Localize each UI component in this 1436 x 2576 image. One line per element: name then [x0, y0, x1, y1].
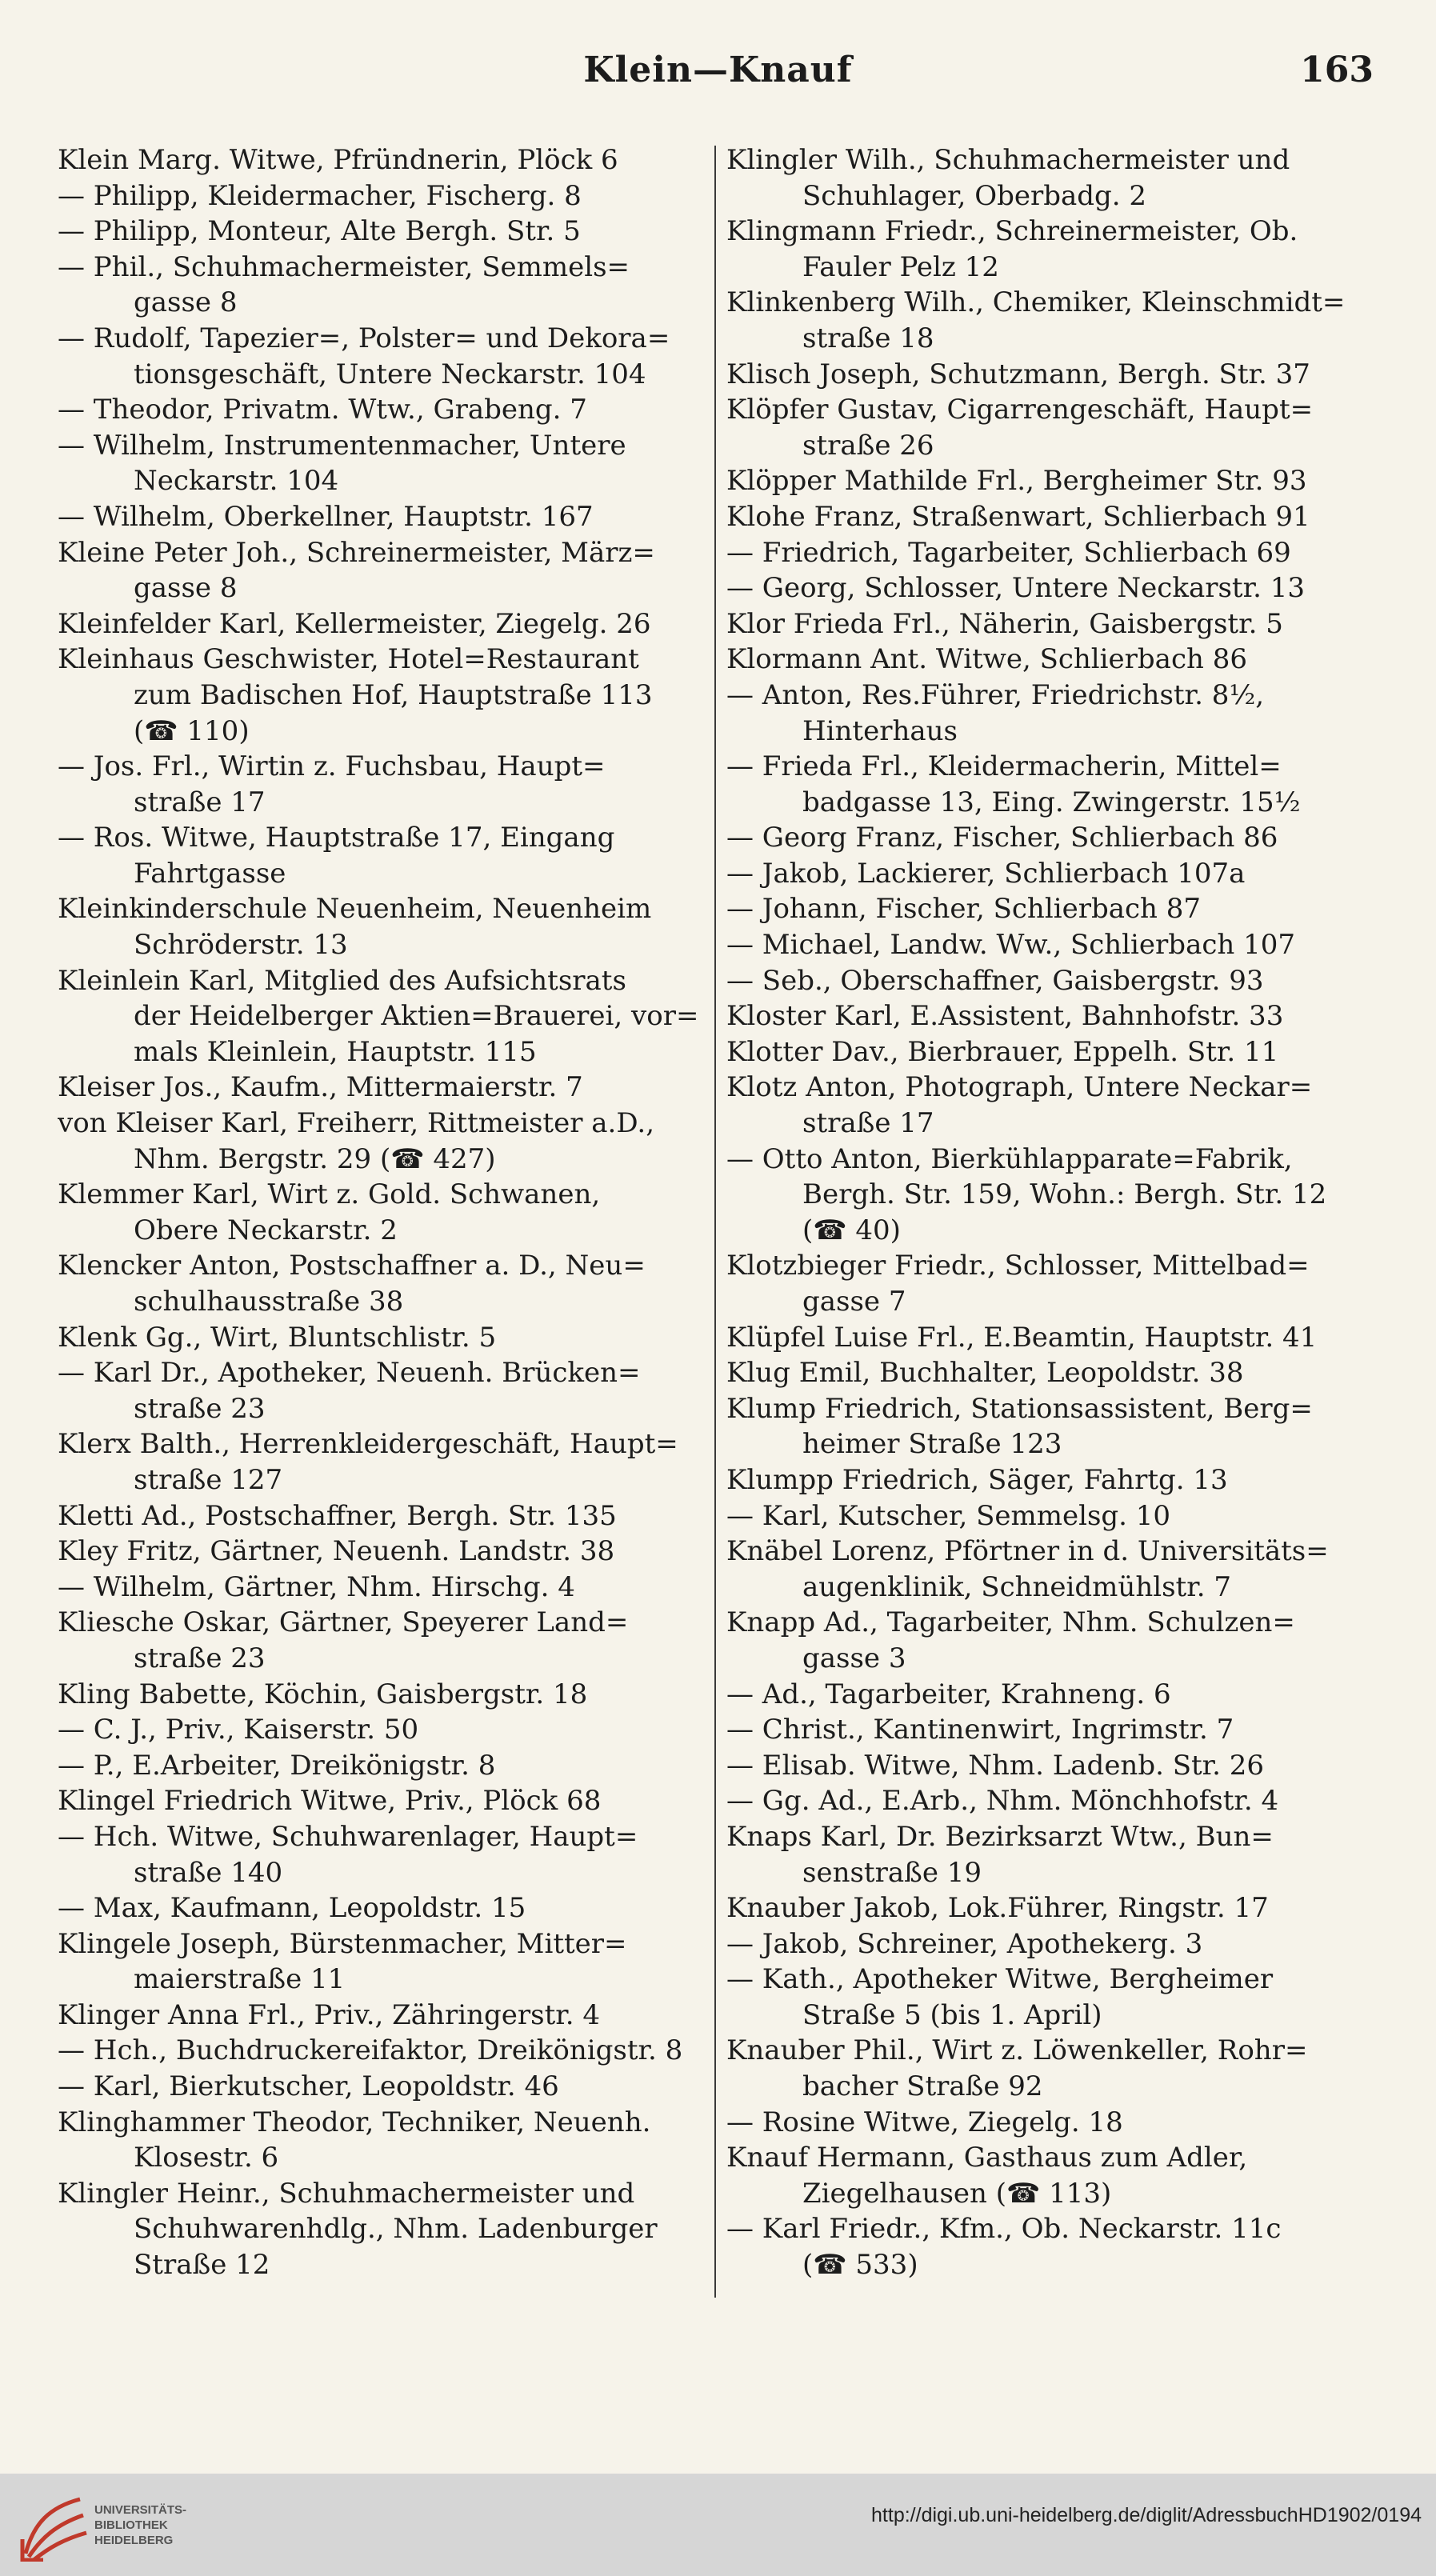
directory-entry-line: — Michael, Landw. Ww., Schlierbach 107: [726, 929, 1295, 962]
entry-continuation-line: Straße 5 (bis 1. April): [802, 1998, 1102, 2031]
directory-entry-line: Knäbel Lorenz, Pförtner in d. Universitäts=: [726, 1535, 1329, 1568]
entry-continuation-line: Ziegelhausen (☎ 113): [802, 2177, 1112, 2210]
directory-entry-line: Kloster Karl, E.Assistent, Bahnhofstr. 33: [726, 1000, 1284, 1033]
directory-entry-line: — Seb., Oberschaffner, Gaisbergstr. 93: [726, 964, 1264, 997]
entry-continuation-line: (☎ 533): [802, 2249, 918, 2282]
entry-continuation-line: Straße 12: [134, 2249, 270, 2282]
directory-entry-line: Knauber Jakob, Lok.Führer, Ringstr. 17: [726, 1892, 1269, 1925]
directory-entry-line: — P., E.Arbeiter, Dreikönigstr. 8: [58, 1749, 496, 1782]
entry-continuation-line: gasse 8: [134, 572, 238, 605]
directory-entry-line: — Frieda Frl., Kleidermacherin, Mittel=: [726, 750, 1282, 783]
directory-entry-line: — Christ., Kantinenwirt, Ingrimstr. 7: [726, 1714, 1234, 1746]
library-line-1: UNIVERSITÄTS-: [94, 2503, 187, 2517]
directory-entry-line: — Elisab. Witwe, Nhm. Ladenb. Str. 26: [726, 1749, 1265, 1782]
permalink-url[interactable]: http://digi.ub.uni-heidelberg.de/diglit/AdressbuchHD1902/0194: [871, 2504, 1422, 2526]
entry-continuation-line: straße 23: [134, 1392, 266, 1425]
directory-entry-line: Klingele Joseph, Bürstenmacher, Mitter=: [58, 1927, 627, 1960]
directory-entry-line: Kleinlein Karl, Mitglied des Aufsichtsrats: [58, 964, 626, 997]
directory-entry-line: — Philipp, Kleidermacher, Fischerg. 8: [58, 179, 582, 212]
university-seal-icon: [18, 2491, 88, 2562]
directory-entry-line: Klinghammer Theodor, Techniker, Neuenh.: [58, 2106, 651, 2138]
entry-continuation-line: Neckarstr. 104: [134, 465, 339, 498]
directory-entry-line: — Hch. Witwe, Schuhwarenlager, Haupt=: [58, 1820, 638, 1853]
directory-entry-line: — Phil., Schuhmachermeister, Semmels=: [58, 250, 630, 283]
directory-entry-line: — Jos. Frl., Wirtin z. Fuchsbau, Haupt=: [58, 750, 606, 783]
directory-entry-line: Klingmann Friedr., Schreinermeister, Ob.: [726, 215, 1298, 248]
directory-entry-line: — Wilhelm, Gärtner, Nhm. Hirschg. 4: [58, 1570, 575, 1603]
entry-continuation-line: badgasse 13, Eing. Zwingerstr. 15½: [802, 786, 1301, 818]
directory-entry-line: Klotter Dav., Bierbrauer, Eppelh. Str. 11: [726, 1035, 1279, 1068]
directory-entry-line: — Gg. Ad., E.Arb., Nhm. Mönchhofstr. 4: [726, 1785, 1279, 1818]
directory-entry-line: Klingler Heinr., Schuhmachermeister und: [58, 2177, 635, 2210]
entry-continuation-line: tionsgeschäft, Untere Neckarstr. 104: [134, 358, 646, 390]
entry-continuation-line: straße 140: [134, 1856, 283, 1889]
directory-entry-line: Klein Marg. Witwe, Pfründnerin, Plöck 6: [58, 144, 618, 176]
directory-entry-line: — Johann, Fischer, Schlierbach 87: [726, 893, 1201, 926]
entry-continuation-line: mals Kleinlein, Hauptstr. 115: [134, 1035, 537, 1068]
directory-entry-line: Klisch Joseph, Schutzmann, Bergh. Str. 37: [726, 358, 1310, 390]
directory-entry-line: Kleinhaus Geschwister, Hotel=Restaurant: [58, 643, 639, 676]
directory-entry-line: Kliesche Oskar, Gärtner, Speyerer Land=: [58, 1606, 629, 1639]
right-column: [726, 142, 1374, 2283]
directory-entry-line: Klor Frieda Frl., Näherin, Gaisbergstr. 5: [726, 607, 1283, 640]
directory-entry-line: Klotz Anton, Photograph, Untere Neckar=: [726, 1071, 1313, 1104]
directory-entry-line: — Jakob, Schreiner, Apothekerg. 3: [726, 1927, 1203, 1960]
directory-entry-line: — Wilhelm, Oberkellner, Hauptstr. 167: [58, 500, 594, 533]
directory-entry-line: — C. J., Priv., Kaiserstr. 50: [58, 1714, 419, 1746]
entry-continuation-line: Klosestr. 6: [134, 2142, 279, 2174]
directory-entry-line: Knapp Ad., Tagarbeiter, Nhm. Schulzen=: [726, 1606, 1295, 1639]
entry-continuation-line: Schuhwarenhdlg., Nhm. Ladenburger: [134, 2213, 658, 2246]
directory-entry-line: — Anton, Res.Führer, Friedrichstr. 8½,: [726, 678, 1265, 711]
entry-continuation-line: gasse 3: [802, 1642, 906, 1674]
directory-entry-line: Knauf Hermann, Gasthaus zum Adler,: [726, 2142, 1248, 2174]
entry-continuation-line: senstraße 19: [802, 1856, 982, 1889]
directory-entry-line: — Friedrich, Tagarbeiter, Schlierbach 69: [726, 536, 1291, 569]
directory-entry-line: Klump Friedrich, Stationsassistent, Berg=: [726, 1392, 1313, 1425]
directory-entry-line: Klumpp Friedrich, Säger, Fahrtg. 13: [726, 1463, 1228, 1496]
directory-entry-line: Klerx Balth., Herrenkleidergeschäft, Haupt=: [58, 1428, 678, 1461]
entry-continuation-line: (☎ 110): [134, 714, 250, 747]
directory-entry-line: Kleine Peter Joh., Schreinermeister, März=: [58, 536, 655, 569]
directory-entry-line: Kleinfelder Karl, Kellermeister, Ziegelg. 26: [58, 607, 651, 640]
directory-entry-line: Klöpfer Gustav, Cigarrengeschäft, Haupt=: [726, 394, 1314, 426]
entry-continuation-line: straße 23: [134, 1642, 266, 1674]
entry-continuation-line: straße 17: [802, 1107, 934, 1140]
directory-entry-line: Klingel Friedrich Witwe, Priv., Plöck 68: [58, 1785, 602, 1818]
entry-continuation-line: der Heidelberger Aktien=Brauerei, vor=: [134, 1000, 699, 1033]
directory-entry-line: — Hch., Buchdruckereifaktor, Dreikönigstr. 8: [58, 2034, 683, 2067]
directory-entry-line: von Kleiser Karl, Freiherr, Rittmeister a.D.,: [58, 1107, 655, 1140]
directory-entry-line: Klinkenberg Wilh., Chemiker, Kleinschmidt=: [726, 286, 1346, 319]
directory-entry-line: — Ros. Witwe, Hauptstraße 17, Eingang: [58, 822, 615, 854]
directory-entry-line: Kleiser Jos., Kaufm., Mittermaierstr. 7: [58, 1071, 583, 1104]
entry-continuation-line: Nhm. Bergstr. 29 (☎ 427): [134, 1142, 496, 1175]
entry-continuation-line: zum Badischen Hof, Hauptstraße 113: [134, 678, 653, 711]
directory-entry-line: — Otto Anton, Bierkühlapparate=Fabrik,: [726, 1142, 1293, 1175]
directory-entry-line: Klüpfel Luise Frl., E.Beamtin, Hauptstr. 41: [726, 1321, 1318, 1354]
entry-continuation-line: schulhausstraße 38: [134, 1286, 404, 1318]
directory-entry-line: — Karl, Bierkutscher, Leopoldstr. 46: [58, 2070, 559, 2103]
directory-entry-line: Klenk Gg., Wirt, Bluntschlistr. 5: [58, 1321, 497, 1354]
entry-continuation-line: straße 127: [134, 1463, 283, 1496]
entry-continuation-line: Obere Neckarstr. 2: [134, 1214, 398, 1246]
library-name: [94, 2502, 186, 2548]
entry-continuation-line: bacher Straße 92: [802, 2070, 1043, 2103]
directory-entry-line: Kling Babette, Köchin, Gaisbergstr. 18: [58, 1678, 588, 1710]
column-divider: [714, 146, 716, 2298]
entry-continuation-line: heimer Straße 123: [802, 1428, 1062, 1461]
directory-entry-line: Klormann Ant. Witwe, Schlierbach 86: [726, 643, 1247, 676]
directory-entry-line: — Max, Kaufmann, Leopoldstr. 15: [58, 1892, 526, 1925]
directory-entry-line: — Jakob, Lackierer, Schlierbach 107a: [726, 857, 1246, 890]
directory-entry-line: Klug Emil, Buchhalter, Leopoldstr. 38: [726, 1357, 1244, 1390]
directory-entry-line: Klemmer Karl, Wirt z. Gold. Schwanen,: [58, 1178, 601, 1211]
directory-entry-line: — Ad., Tagarbeiter, Krahneng. 6: [726, 1678, 1171, 1710]
entry-continuation-line: gasse 8: [134, 286, 238, 319]
directory-entry-line: — Kath., Apotheker Witwe, Bergheimer: [726, 1963, 1274, 1996]
directory-entry-line: — Karl Dr., Apotheker, Neuenh. Brücken=: [58, 1357, 641, 1390]
directory-entry-line: Klinger Anna Frl., Priv., Zähringerstr. 4: [58, 1998, 600, 2031]
entry-continuation-line: (☎ 40): [802, 1214, 901, 1246]
directory-entry-line: Kley Fritz, Gärtner, Neuenh. Landstr. 38: [58, 1535, 615, 1568]
directory-entry-line: Klöpper Mathilde Frl., Bergheimer Str. 93: [726, 465, 1307, 498]
entry-continuation-line: Hinterhaus: [802, 714, 958, 747]
directory-entry-line: Knaps Karl, Dr. Bezirksarzt Wtw., Bun=: [726, 1820, 1274, 1853]
directory-entry-line: — Georg Franz, Fischer, Schlierbach 86: [726, 822, 1278, 854]
library-line-3: HEIDELBERG: [94, 2534, 174, 2547]
entry-continuation-line: gasse 7: [802, 1286, 906, 1318]
entry-continuation-line: straße 18: [802, 322, 934, 354]
directory-entry-line: Klencker Anton, Postschaffner a. D., Neu=: [58, 1250, 646, 1282]
entry-continuation-line: Fahrtgasse: [134, 857, 286, 890]
directory-entry-line: Klingler Wilh., Schuhmachermeister und: [726, 144, 1290, 176]
entry-continuation-line: straße 17: [134, 786, 266, 818]
directory-entry-line: Knauber Phil., Wirt z. Löwenkeller, Rohr=: [726, 2034, 1308, 2067]
entry-continuation-line: Schuhlager, Oberbadg. 2: [802, 179, 1147, 212]
entry-continuation-line: augenklinik, Schneidmühlstr. 7: [802, 1570, 1231, 1603]
page-number: 163: [1300, 50, 1374, 90]
directory-entry-line: — Rudolf, Tapezier=, Polster= und Dekora=: [58, 322, 670, 354]
directory-entry-line: Klotzbieger Friedr., Schlosser, Mittelbad=: [726, 1250, 1310, 1282]
directory-entry-line: — Philipp, Monteur, Alte Bergh. Str. 5: [58, 215, 581, 248]
left-column: [58, 142, 706, 2283]
directory-entry-line: — Rosine Witwe, Ziegelg. 18: [726, 2106, 1123, 2138]
directory-entry-line: — Karl Friedr., Kfm., Ob. Neckarstr. 11c: [726, 2213, 1282, 2246]
directory-entry-line: — Theodor, Privatm. Wtw., Grabeng. 7: [58, 394, 587, 426]
library-line-2: BIBLIOTHEK: [94, 2518, 168, 2532]
directory-entry-line: — Georg, Schlosser, Untere Neckarstr. 13: [726, 572, 1305, 605]
directory-entry-line: Klohe Franz, Straßenwart, Schlierbach 91: [726, 500, 1310, 533]
entry-continuation-line: Schröderstr. 13: [134, 929, 348, 962]
directory-entry-line: Kletti Ad., Postschaffner, Bergh. Str. 135: [58, 1499, 617, 1532]
directory-entry-line: — Karl, Kutscher, Semmelsg. 10: [726, 1499, 1171, 1532]
entry-continuation-line: Bergh. Str. 159, Wohn.: Bergh. Str. 12: [802, 1178, 1327, 1211]
directory-entry-line: Kleinkinderschule Neuenheim, Neuenheim: [58, 893, 652, 926]
running-title: Klein—Knauf: [583, 50, 853, 90]
entry-continuation-line: maierstraße 11: [134, 1963, 346, 1996]
page-header: [56, 50, 1380, 98]
directory-entry-line: — Wilhelm, Instrumentenmacher, Untere: [58, 429, 626, 462]
entry-continuation-line: straße 26: [802, 429, 934, 462]
viewer-footer: [0, 2474, 1436, 2576]
entry-continuation-line: Fauler Pelz 12: [802, 250, 999, 283]
